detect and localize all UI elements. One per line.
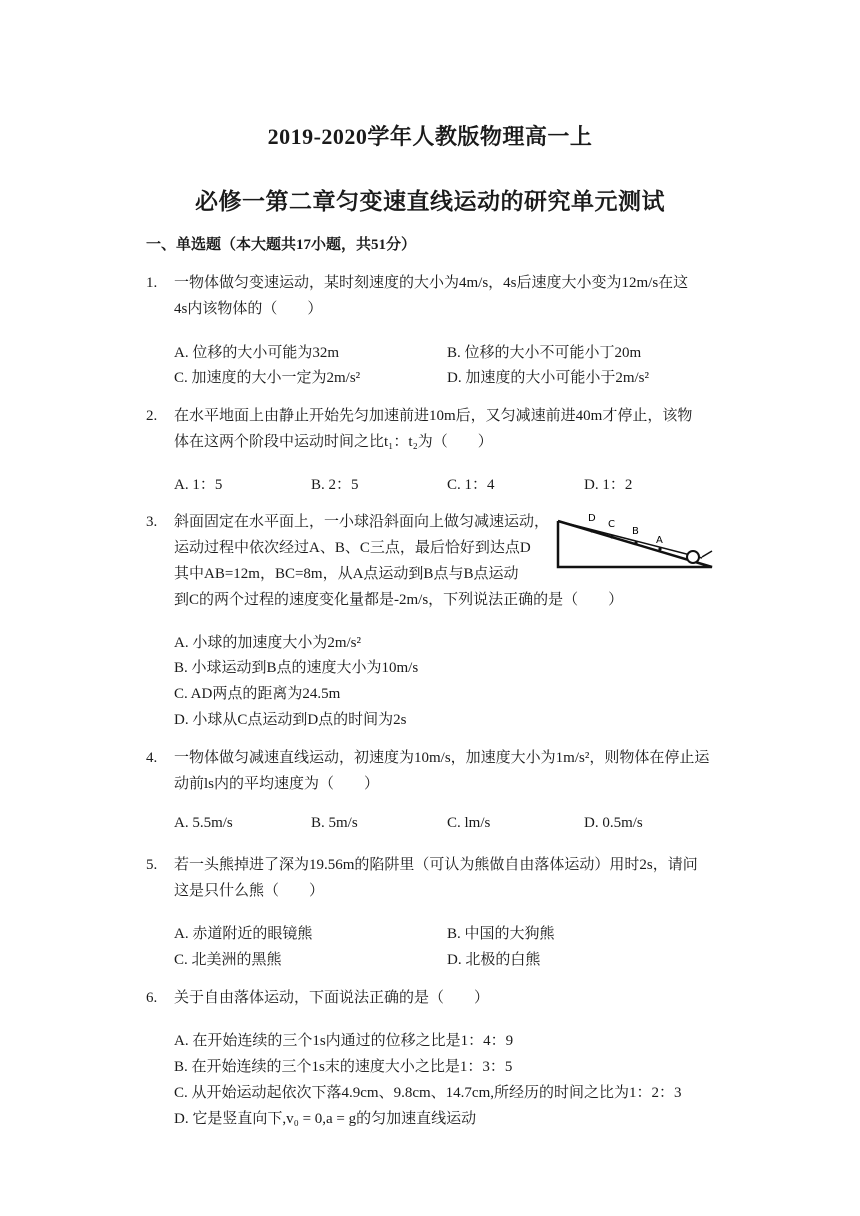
question-number: 2. — [146, 408, 158, 424]
question-number: 6. — [146, 990, 158, 1006]
option-d: D. 1：2 — [584, 477, 633, 493]
question-text — [174, 985, 719, 1011]
label-a: A — [656, 535, 663, 546]
option-c: C. 从开始运动起依次下落4.9cm、9.8cm、14.7cm,所经历的时间之比为1：2：3 — [174, 1085, 682, 1101]
question-line: 4s内该物体的（ ） — [174, 301, 323, 317]
option-b: B. 5m/s — [311, 815, 358, 831]
question-text — [174, 403, 719, 455]
option-c: C. 北美洲的黑熊 — [174, 952, 282, 968]
question-line: 若一头熊掉进了深为19.56m的陷阱里（可认为熊做自由落体运动）用时2s，请问 — [174, 857, 698, 873]
question-line: 到C的两个过程的速度变化量都是-2m/s，下列说法正确的是（ ） — [174, 592, 624, 608]
incline-figure — [552, 507, 717, 575]
option-a: A. 赤道附近的眼镜熊 — [174, 926, 313, 942]
option-a: A. 位移的大小可能为32m — [174, 345, 340, 361]
page-subtitle: 必修一第二章匀变速直线运动的研究单元测试 — [195, 189, 665, 214]
option-a: A. 在开始连续的三个1s内通过的位移之比是1：4：9 — [174, 1033, 514, 1049]
option-a: A. 5.5m/s — [174, 815, 233, 831]
option-d: D. 它是竖直向下,v₀ = 0,a = g的匀加速直线运动 — [174, 1111, 477, 1127]
question-number: 1. — [146, 275, 158, 291]
option-d: D. 小球从C点运动到D点的时间为2s — [174, 712, 407, 728]
option-d: D. 加速度的大小可能小于2m/s² — [447, 370, 650, 386]
question-number: 3. — [146, 514, 158, 530]
option-b: B. 小球运动到B点的速度大小为10m/s — [174, 660, 419, 676]
label-b: B — [632, 526, 639, 537]
page-title: 2019-2020学年人教版物理高一上 — [267, 124, 593, 149]
question-line: 运动过程中依次经过A、B、C三点，最后恰好到达点D — [174, 540, 531, 556]
question-line: 一物体做匀变速运动，某时刻速度的大小为4m/s，4s后速度大小变为12m/s在这 — [174, 275, 689, 291]
option-d: D. 0.5m/s — [584, 815, 643, 831]
question-line: 一物体做匀减速直线运动，初速度为10m/s，加速度大小为1m/s²，则物体在停止运 — [174, 750, 710, 766]
question-line: 体在这两个阶段中运动时间之比t₁：t₂为（ ） — [174, 434, 493, 450]
question-number: 4. — [146, 750, 158, 766]
question-line: 关于自由落体运动，下面说法正确的是（ ） — [174, 990, 490, 1006]
option-a: A. 小球的加速度大小为2m/s² — [174, 635, 362, 651]
option-b: B. 位移的大小不可能小丁20m — [447, 345, 642, 361]
question-line: 在水平地面上由静止开始先匀加速前进10m后，又匀减速前进40m才停止，该物 — [174, 408, 693, 424]
option-c: C. 1：4 — [447, 477, 495, 493]
option-c: C. lm/s — [447, 815, 491, 831]
option-a: A. 1：5 — [174, 477, 223, 493]
question-text — [174, 852, 719, 904]
question-line: 动前ls内的平均速度为（ ） — [174, 776, 380, 792]
section-heading: 一、单选题（本大题共17小题，共51分） — [146, 237, 417, 253]
question-number: 5. — [146, 857, 158, 873]
question-text — [174, 745, 719, 797]
question-line: 其中AB=12m，BC=8m，从A点运动到B点与B点运动 — [174, 566, 519, 582]
question-text — [174, 270, 719, 322]
option-c: C. 加速度的大小一定为2m/s² — [174, 370, 361, 386]
label-c: C — [608, 519, 615, 530]
question-line: 这是只什么熊（ ） — [174, 883, 325, 899]
option-b: B. 在开始连续的三个1s末的速度大小之比是1：3：5 — [174, 1059, 513, 1075]
label-d: D — [588, 513, 596, 524]
option-d: D. 北极的白熊 — [447, 952, 541, 968]
question-line: 斜面固定在水平面上，一小球沿斜面向上做匀减速运动， — [174, 514, 550, 530]
option-b: B. 中国的大狗熊 — [447, 926, 555, 942]
option-c: C. AD两点的距离为24.5m — [174, 686, 341, 702]
option-b: B. 2：5 — [311, 477, 359, 493]
